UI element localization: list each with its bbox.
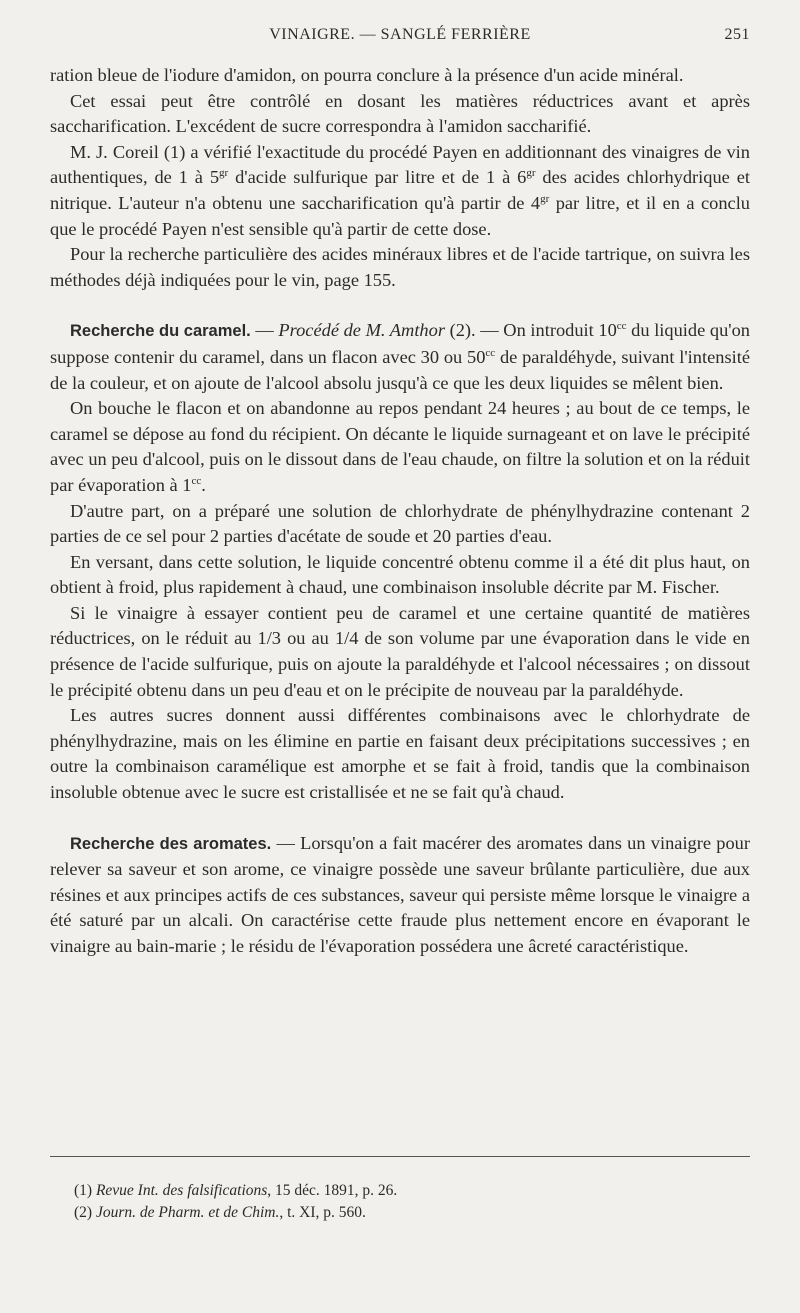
main-text [50, 63, 750, 960]
section-caramel: Recherche du caramel. — Procédé de M. Amthor (2). — On introduit $10^{cc}$ du liquide qu'on suppose contenir du caramel, dans un flacon avec 30 ou $50^{cc}$ de paraldéhyde, suivant l'intensité de la couleur, et on ajoute de l'alcool absolu jusqu'à ce que les deux liquides se mêlent bien. [50, 320, 750, 393]
page-number: 251 [724, 26, 750, 43]
paragraph: On bouche le flacon et on abandonne au repos pendant 24 heures ; au bout de ce temps, le caramel se dépose au fond du récipient. On décante le liquide surnageant et on lave le précipité avec un peu d'alcool, puis on le dissout dans de l'eau chaude, on filtre la solution et on la réduit par évaporation à $1^{cc}$. [50, 398, 750, 495]
section-heading-aromates: Recherche des aromates. [70, 834, 272, 853]
paragraph: Les autres sucres donnent aussi différentes combinaisons avec le chlorhydrate de phénylhydrazine, mais on les élimine en partie en faisant deux précipitations successives ; en outre la combinaison caramélique est amorphe et se fait à froid, tandis que la combinaison insoluble obtenue avec le sucre est cristallisée et ne se fait qu'à chaud. [50, 705, 750, 803]
paragraph: En versant, dans cette solution, le liquide concentré obtenu comme il a été dit plus haut, on obtient à froid, plus rapidement à chaud, une combinaison insoluble décrite par M. Fischer. [50, 551, 750, 598]
paragraph: Si le vinaigre à essayer contient peu de caramel et une certaine quantité de matières réductrices, on le réduit au 1/3 ou au 1/4 de son volume par une évaporation dans le vide en présence de l'acide sulfurique, puis on ajoute la paraldéhyde et l'alcool nécessaires ; on dissout le précipité obtenu dans un peu d'eau et on le précipite de nouveau par la paraldéhyde. [50, 602, 750, 700]
footnote-1: (1) Revue Int. des falsifications, 15 déc. 1891, p. 26. [74, 1182, 398, 1199]
section-heading-caramel: Recherche du caramel. [70, 322, 251, 341]
paragraph: D'autre part, on a préparé une solution de chlorhydrate de phénylhydrazine contenant 2 parties de ce sel pour 2 parties d'acétate de soude et 20 parties d'eau. [50, 500, 750, 547]
footnotes [74, 1180, 750, 1224]
paragraph: ration bleue de l'iodure d'amidon, on pourra conclure à la présence d'un acide minéral. [50, 65, 684, 85]
footnote-divider [50, 1156, 750, 1157]
running-title: VINAIGRE. — SANGLÉ FERRIÈRE [269, 26, 531, 43]
paragraph: Pour la recherche particulière des acides minéraux libres et de l'acide tartrique, on suivra les méthodes déjà indiquées pour le vin, page 155. [50, 244, 750, 290]
running-header [50, 26, 750, 50]
section-aromates: Recherche des aromates. — Lorsqu'on a fait macérer des aromates dans un vinaigre pour relever sa saveur et son arome, ce vinaigre possède une saveur brûlante particulière, due aux résines et aux principes actifs de ces substances, saveur qui persiste même lorsque le vinaigre a été saturé par un alcali. On caractérise cette fraude plus nettement encore en évaporant le vinaigre au bain-marie ; le résidu de l'évaporation possédera une âcreté caractéristique. [50, 832, 750, 956]
paragraph: Cet essai peut être contrôlé en dosant les matières réductrices avant et après saccharification. L'excédent de sucre correspondra à l'amidon saccharifié. [50, 90, 750, 137]
paragraph-coreil: M. J. Coreil (1) a vérifié l'exactitude du procédé Payen en additionnant des vinaigres de vin authentiques, de 1 à $5^{gr}$ d'acide sulfurique par litre et de 1 à $6^{gr}$ des acides chlorhydrique et nitrique. L'auteur n'a obtenu une saccharification qu'à partir de $4^{gr}$ par litre, et il en a conclu que le procédé Payen n'est sensible qu'à partir de cette dose. [50, 141, 751, 239]
footnote-2: (2) Journ. de Pharm. et de Chim., t. XI, p. 560. [74, 1204, 366, 1221]
